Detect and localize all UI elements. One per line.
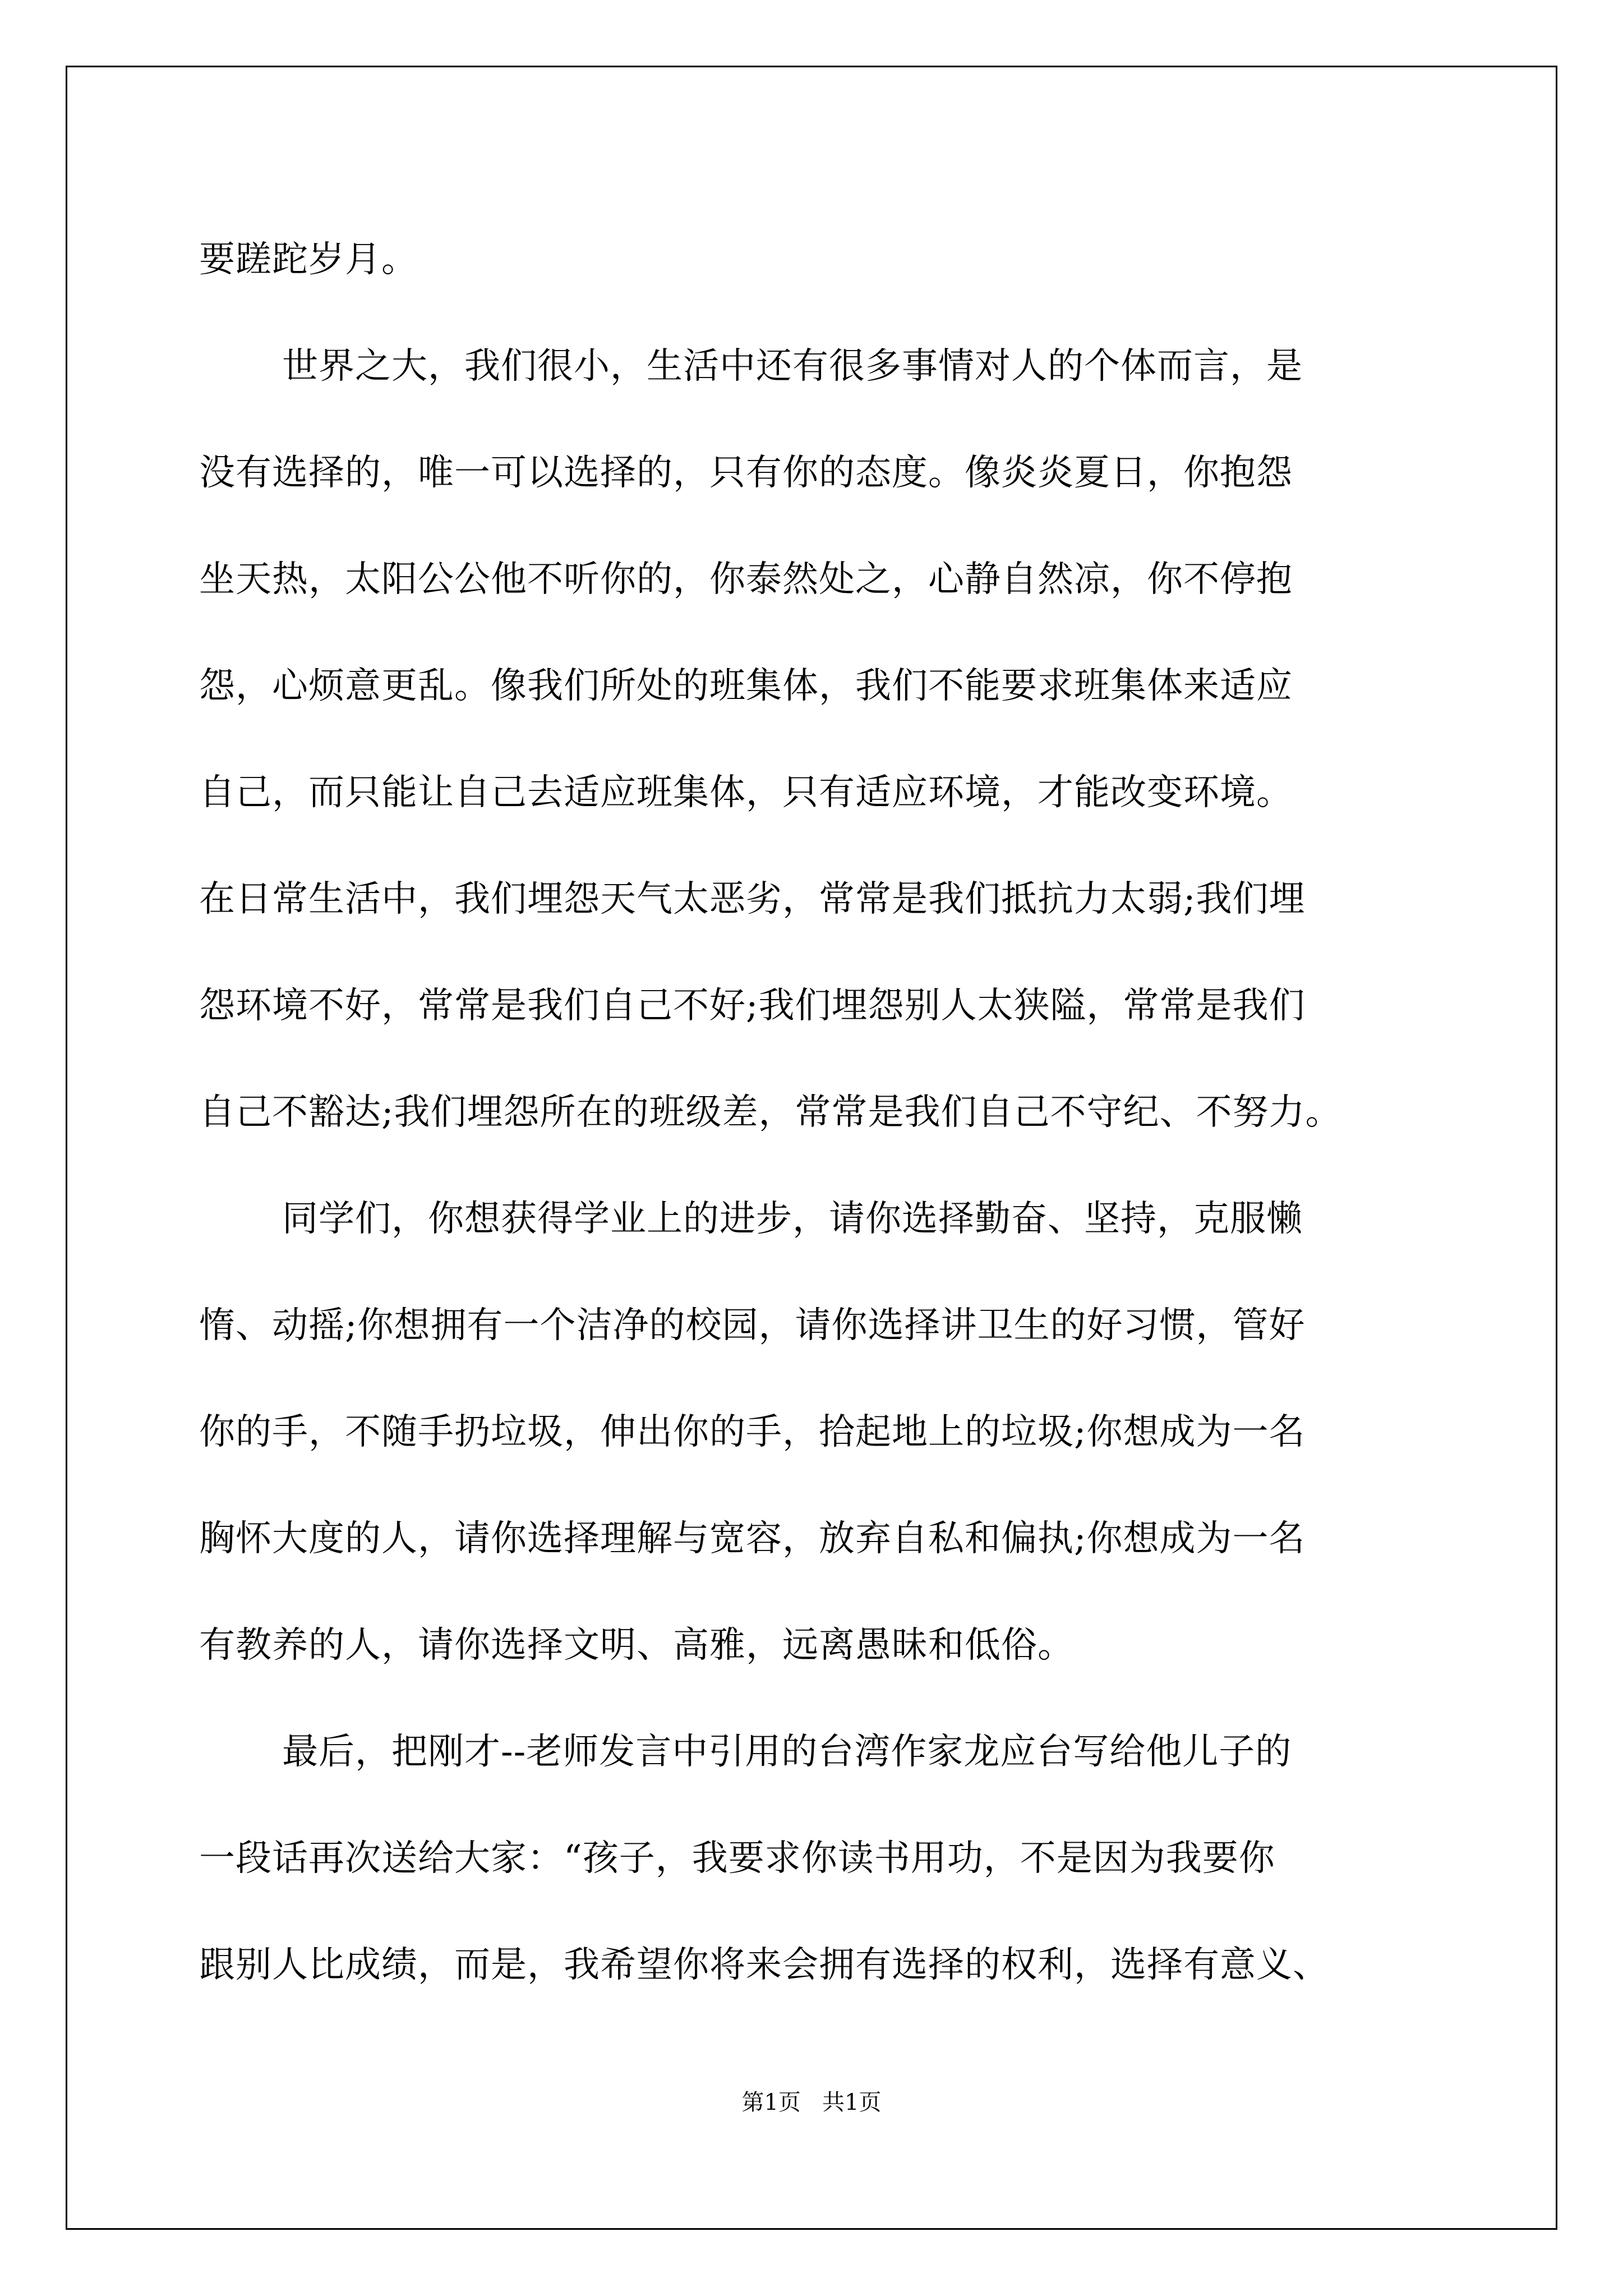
body-line: 同学们，你想获得学业上的进步，请你选择勤奋、坚持，克服懒 [282, 1198, 1303, 1240]
body-line: 在日常生活中，我们埋怨天气太恶劣，常常是我们抵抗力太弱;我们埋 [199, 878, 1306, 920]
body-line: 要蹉跎岁月。 [199, 239, 418, 280]
body-line: 胸怀大度的人，请你选择理解与宽容，放弃自私和偏执;你想成为一名 [199, 1518, 1306, 1559]
document-body [199, 206, 1450, 2018]
body-line: 世界之大，我们很小，生活中还有很多事情对人的个体而言，是 [282, 346, 1303, 387]
body-line: 自己，而只能让自己去适应班集体，只有适应环境，才能改变环境。 [199, 772, 1293, 813]
page-footer: 第1页 共1页 [741, 2090, 882, 2115]
body-line: 自己不豁达;我们埋怨所在的班级差，常常是我们自己不守纪、不努力。 [199, 1092, 1342, 1133]
body-line: 最后，把刚才--老师发言中引用的台湾作家龙应台写给他儿子的 [282, 1731, 1292, 1773]
body-line: 怨，心烦意更乱。像我们所处的班集体，我们不能要求班集体来适应 [199, 665, 1293, 707]
body-line: 没有选择的，唯一可以选择的，只有你的态度。像炎炎夏日，你抱怨 [199, 452, 1293, 494]
body-line: 坐天热，太阳公公他不听你的，你泰然处之，心静自然凉，你不停抱 [199, 559, 1293, 600]
body-line: 你的手，不随手扔垃圾，伸出你的手，拾起地上的垃圾;你想成为一名 [199, 1411, 1306, 1453]
body-line: 怨环境不好，常常是我们自己不好;我们埋怨别人太狭隘，常常是我们 [199, 985, 1306, 1027]
body-line: 跟别人比成绩，而是，我希望你将来会拥有选择的权利，选择有意义、 [199, 1944, 1329, 1986]
body-line: 有教养的人，请你选择文明、高雅，远离愚昧和低俗。 [199, 1625, 1074, 1666]
body-line: 一段话再次送给大家：“孩子，我要求你读书用功，不是因为我要你 [199, 1838, 1275, 1879]
body-line: 惰、动摇;你想拥有一个洁净的校园，请你选择讲卫生的好习惯，管好 [199, 1305, 1306, 1346]
